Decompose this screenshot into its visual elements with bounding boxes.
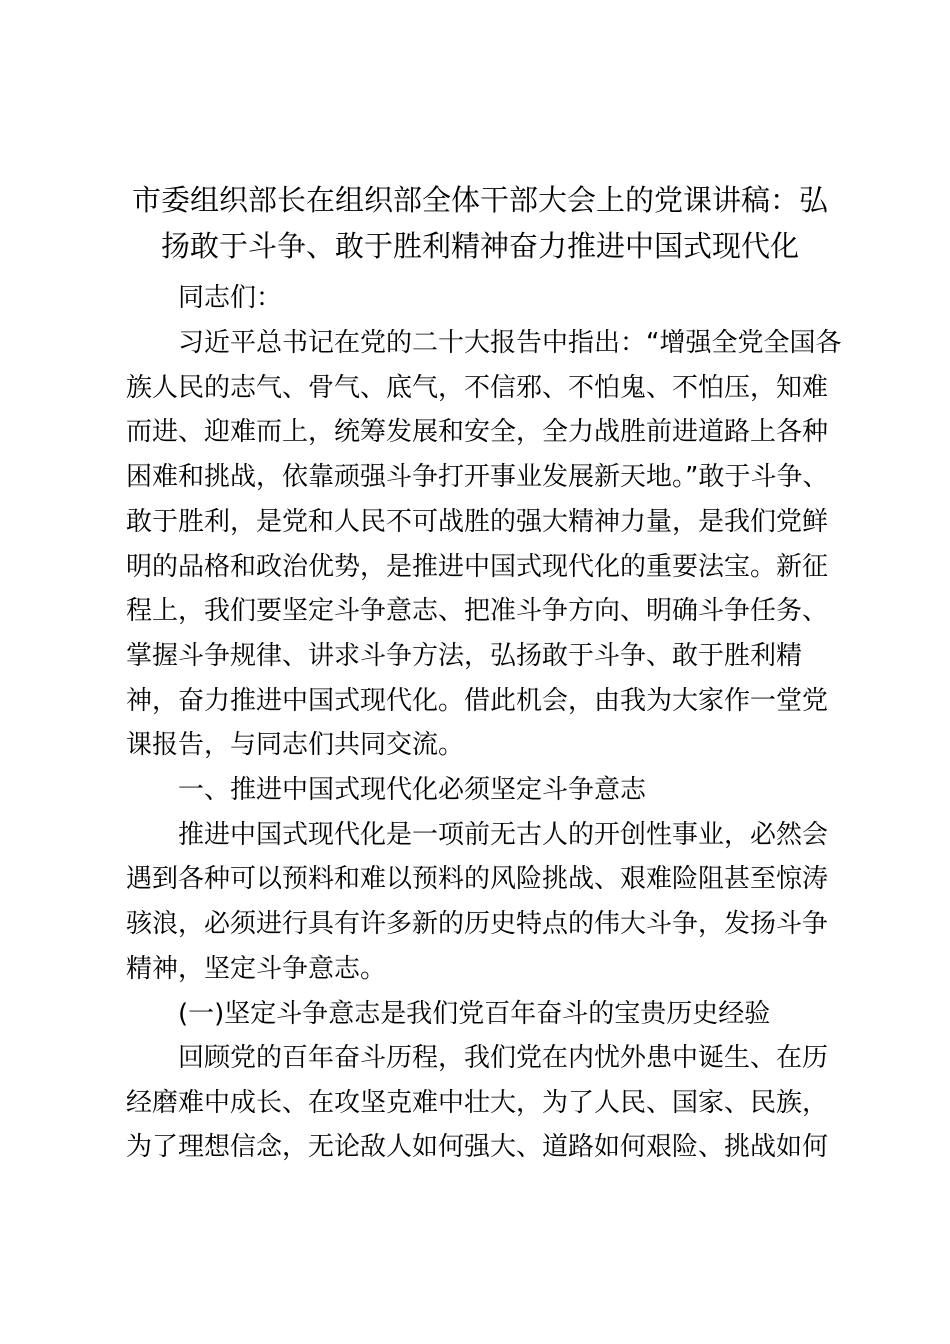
- paragraph-line: 课报告，与同志们共同交流。: [126, 730, 465, 760]
- paragraph-line: 掌握斗争规律、讲求斗争方法，弘扬敢于斗争、敢于胜利精: [126, 641, 803, 671]
- paragraph-line: 骇浪，必须进行具有许多新的历史特点的伟大斗争，发扬斗争: [126, 909, 829, 939]
- paragraph-line: 回顾党的百年奋斗历程，我们党在内忧外患中诞生、在历: [178, 1043, 829, 1073]
- document-title-line-1: 市委组织部长在组织部全体干部大会上的党课讲稿：弘: [131, 183, 828, 217]
- paragraph-line: 精神，坚定斗争意志。: [126, 954, 387, 984]
- paragraph-line: 敢于胜利，是党和人民不可战胜的强大精神力量，是我们党鲜: [126, 507, 829, 537]
- paragraph-line: 习近平总书记在党的二十大报告中指出：“增强全党全国各: [178, 328, 842, 358]
- paragraph-line: 遇到各种可以预料和难以预料的风险挑战、艰难险阻甚至惊涛: [126, 864, 829, 894]
- salutation: 同志们：: [178, 283, 283, 313]
- subsection-heading: (一)坚定斗争意志是我们党百年奋斗的宝贵历史经验: [178, 999, 771, 1029]
- paragraph-line: 神，奋力推进中国式现代化。借此机会，由我为大家作一堂党: [126, 686, 829, 716]
- paragraph-line: 而进、迎难而上，统筹发展和安全，全力战胜前进道路上各种: [126, 417, 829, 447]
- paragraph-line: 程上，我们要坚定斗争意志、把准斗争方向、明确斗争任务、: [126, 596, 829, 626]
- section-heading: 一、推进中国式现代化必须坚定斗争意志: [178, 775, 647, 805]
- paragraph-line: 经磨难中成长、在攻坚克难中壮大，为了人民、国家、民族，: [126, 1088, 829, 1118]
- paragraph-line: 族人民的志气、骨气、底气，不信邪、不怕鬼、不怕压，知难: [126, 373, 829, 403]
- paragraph-line: 为了理想信念，无论敌人如何强大、道路如何艰险、挑战如何: [126, 1132, 829, 1162]
- paragraph-line: 推进中国式现代化是一项前无古人的开创性事业，必然会: [178, 820, 829, 850]
- paragraph-line: 明的品格和政治优势，是推进中国式现代化的重要法宝。新征: [126, 552, 829, 582]
- paragraph-line: 困难和挑战，依靠顽强斗争打开事业发展新天地。”敢于斗争、: [126, 462, 829, 492]
- document-title-line-2: 扬敢于斗争、敢于胜利精神奋力推进中国式现代化: [160, 229, 799, 263]
